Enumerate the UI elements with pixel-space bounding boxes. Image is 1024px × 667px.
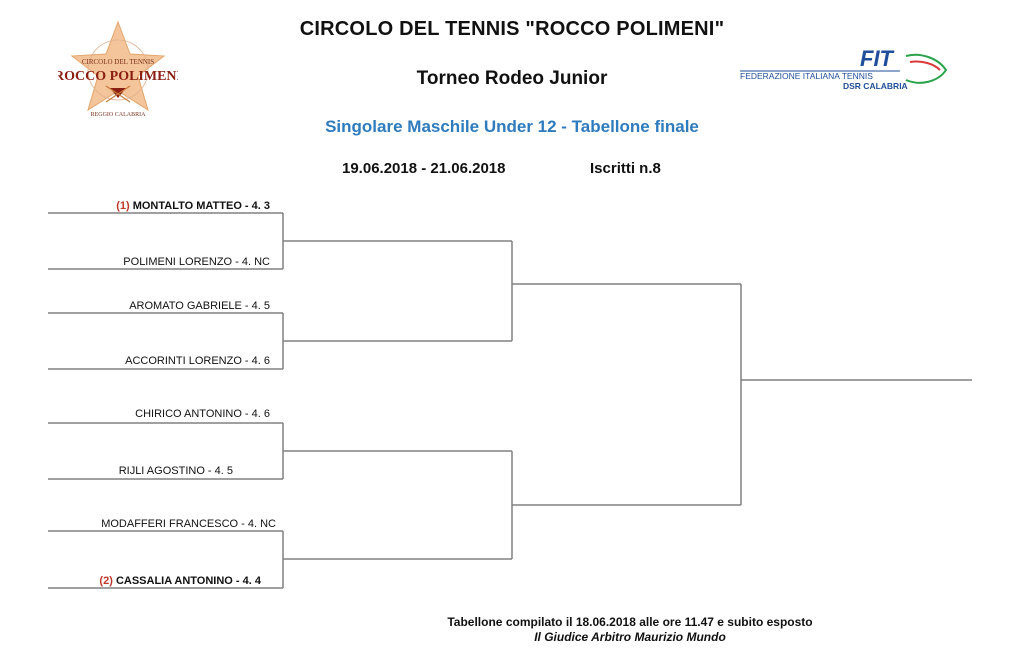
tournament-dates: 19.06.2018 - 21.06.2018 [342, 160, 506, 177]
draw-category: Singolare Maschile Under 12 - Tabellone finale [325, 117, 699, 136]
club-logo-line2: ROCCO POLIMENI [58, 69, 178, 84]
tournament-name: Torneo Rodeo Junior [416, 68, 608, 89]
player-name: AROMATO GABRIELE - 4. 5 [129, 300, 270, 312]
club-logo-line1: CIRCOLO DEL TENNIS [81, 58, 155, 66]
enrolled-count: Iscritti n.8 [590, 160, 661, 177]
page-title: CIRCOLO DEL TENNIS "ROCCO POLIMENI" [299, 18, 725, 40]
player-entry [48, 518, 276, 530]
player-entry [48, 355, 270, 367]
seed-label: (1) [116, 200, 130, 212]
player-entry [48, 465, 233, 477]
player-entry [48, 300, 270, 312]
player-entry [48, 408, 270, 420]
club-logo-line3: REGGIO CALABRIA [90, 112, 146, 118]
player-name: MODAFFERI FRANCESCO - 4. NC [101, 518, 276, 530]
seed-label: (2) [99, 575, 113, 587]
player-entry [48, 256, 270, 268]
player-entry [48, 575, 261, 587]
fit-logo-line2: DSR CALABRIA [843, 81, 908, 90]
player-name: ACCORINTI LORENZO - 4. 6 [125, 355, 270, 367]
player-name: CHIRICO ANTONINO - 4. 6 [135, 408, 270, 420]
player-name: CASSALIA ANTONINO - 4. 4 [115, 575, 261, 587]
player-name: MONTALTO MATTEO - 4. 3 [132, 200, 270, 212]
fit-logo-brand: FIT [860, 48, 893, 71]
player-name: RIJLI AGOSTINO - 4. 5 [118, 465, 233, 477]
player-name: POLIMENI LORENZO - 4. NC [123, 256, 270, 268]
referee-signature-line: Il Giudice Arbitro Maurizio Mundo [534, 630, 726, 644]
draw-compiled-note: Tabellone compilato il 18.06.2018 alle ore 11.47 e subito esposto [447, 615, 813, 629]
fit-logo-line1: FEDERAZIONE ITALIANA TENNIS [740, 71, 873, 81]
player-entry [48, 200, 270, 212]
